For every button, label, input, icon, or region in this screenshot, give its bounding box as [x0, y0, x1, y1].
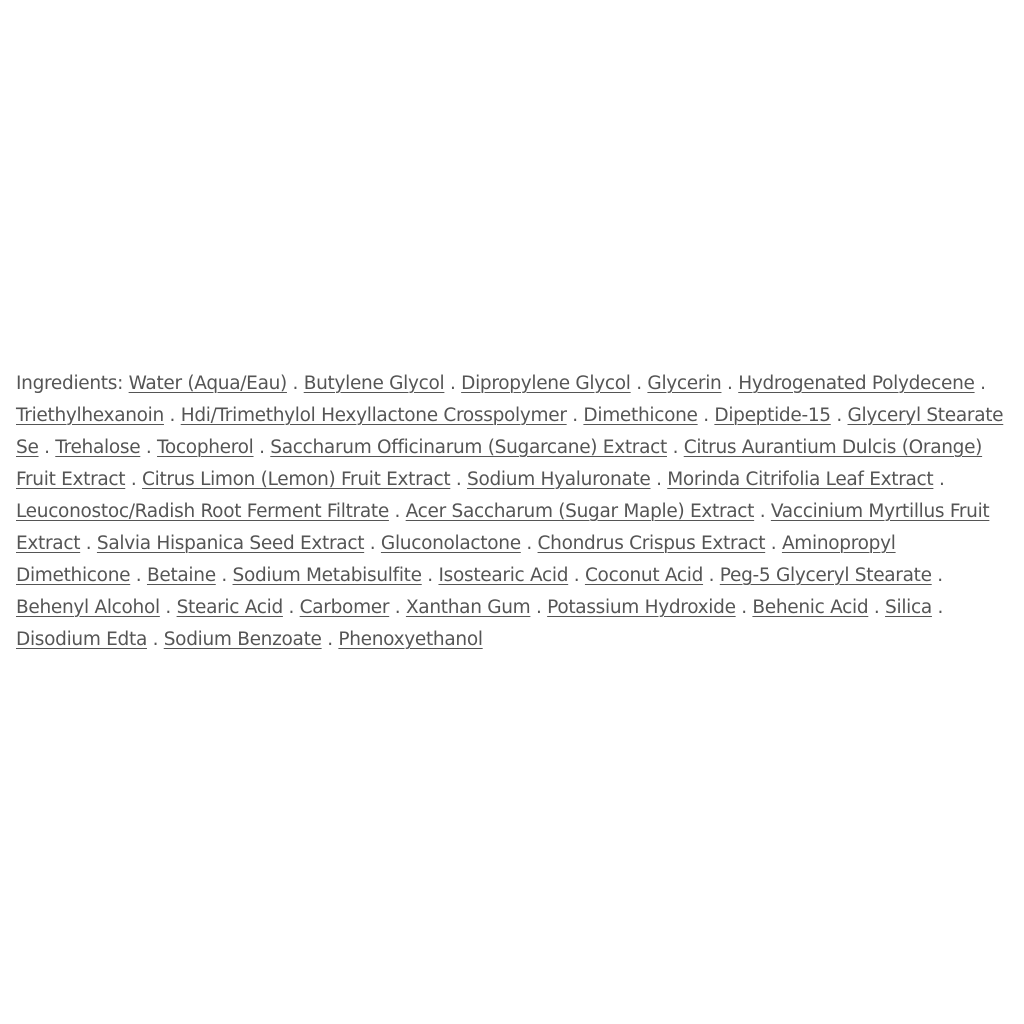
ingredient-link[interactable]: Hdi/Trimethylol Hexyllactone Crosspolymer	[180, 404, 567, 426]
ingredient-separator: .	[253, 436, 271, 458]
ingredient-separator: .	[650, 468, 668, 490]
ingredient-link[interactable]: Citrus Aurantium Dulcis (Orange) Fruit Extract	[16, 436, 983, 490]
ingredient-separator: .	[568, 564, 585, 586]
ingredient-link[interactable]: Butylene Glycol	[303, 372, 445, 394]
ingredient-separator: .	[931, 596, 944, 618]
ingredient-separator: .	[130, 564, 147, 586]
ingredient-link[interactable]: Dimethicone	[583, 404, 698, 426]
ingredients-list	[16, 368, 1014, 656]
ingredient-link[interactable]: Disodium Edta	[16, 628, 147, 650]
ingredient-separator: .	[125, 468, 143, 490]
ingredient-link[interactable]: Dipropylene Glycol	[461, 372, 631, 394]
ingredient-separator: .	[159, 596, 177, 618]
ingredient-link[interactable]: Sodium Hyaluronate	[467, 468, 651, 490]
ingredient-link[interactable]: Vaccinium Myrtillus Fruit Extract	[16, 500, 990, 554]
ingredient-link[interactable]: Glycerin	[647, 372, 722, 394]
ingredient-separator: .	[735, 596, 753, 618]
ingredient-link[interactable]: Acer Saccharum (Sugar Maple) Extract	[405, 500, 755, 522]
ingredient-link[interactable]: Water (Aqua/Eau)	[128, 372, 287, 394]
ingredient-link[interactable]: Morinda Citrifolia Leaf Extract	[667, 468, 934, 490]
ingredients-label: Ingredients:	[16, 372, 124, 394]
ingredient-separator: .	[215, 564, 233, 586]
ingredient-separator: .	[666, 436, 684, 458]
ingredient-link[interactable]: Trehalose	[55, 436, 141, 458]
ingredient-separator: .	[80, 532, 97, 554]
ingredient-separator: .	[530, 596, 548, 618]
ingredient-link[interactable]: Behenyl Alcohol	[16, 596, 160, 618]
ingredient-separator: .	[520, 532, 538, 554]
ingredient-link[interactable]: Sodium Benzoate	[163, 628, 322, 650]
ingredient-separator: .	[444, 372, 462, 394]
ingredient-separator: .	[389, 596, 406, 618]
ingredient-separator: .	[364, 532, 381, 554]
ingredient-separator: .	[286, 372, 304, 394]
ingredient-link[interactable]: Phenoxyethanol	[338, 628, 483, 650]
ingredient-separator: .	[721, 372, 739, 394]
ingredient-link[interactable]: Stearic Acid	[176, 596, 283, 618]
ingredient-link[interactable]: Dipeptide-15	[714, 404, 831, 426]
ingredients-items	[16, 373, 1003, 650]
ingredient-separator: .	[282, 596, 300, 618]
ingredient-link[interactable]: Aminopropyl Dimethicone	[16, 532, 896, 586]
ingredient-link[interactable]: Isostearic Acid	[438, 564, 569, 586]
ingredient-link[interactable]: Salvia Hispanica Seed Extract	[96, 532, 365, 554]
ingredient-link[interactable]: Betaine	[146, 564, 216, 586]
ingredient-link[interactable]: Coconut Acid	[584, 564, 704, 586]
ingredient-link[interactable]: Hydrogenated Polydecene	[738, 372, 975, 394]
ingredient-link[interactable]: Tocopherol	[157, 436, 254, 458]
ingredient-separator: .	[630, 372, 648, 394]
ingredient-separator: .	[388, 500, 406, 522]
ingredient-separator: .	[321, 628, 339, 650]
ingredient-separator: .	[765, 532, 782, 554]
ingredient-link[interactable]: Xanthan Gum	[405, 596, 531, 618]
ingredient-link[interactable]: Leuconostoc/Radish Root Ferment Filtrate	[16, 500, 389, 522]
ingredient-separator: .	[830, 404, 848, 426]
ingredient-separator: .	[931, 564, 943, 586]
ingredient-separator: .	[140, 436, 158, 458]
ingredient-separator: .	[974, 372, 986, 394]
ingredient-link[interactable]: Chondrus Crispus Extract	[537, 532, 766, 554]
ingredient-link[interactable]: Potassium Hydroxide	[547, 596, 736, 618]
ingredient-link[interactable]: Sodium Metabisulfite	[232, 564, 422, 586]
ingredient-link[interactable]: Peg-5 Glyceryl Stearate	[719, 564, 932, 586]
ingredient-link[interactable]: Glyceryl Stearate Se	[16, 404, 1004, 458]
ingredient-separator: .	[38, 436, 56, 458]
ingredient-separator: .	[754, 500, 771, 522]
ingredient-link[interactable]: Citrus Limon (Lemon) Fruit Extract	[142, 468, 451, 490]
ingredient-link[interactable]: Silica	[885, 596, 932, 618]
ingredient-separator: .	[697, 404, 715, 426]
ingredient-link[interactable]: Carbomer	[299, 596, 390, 618]
ingredient-link[interactable]: Behenic Acid	[752, 596, 869, 618]
ingredient-link[interactable]: Triethylhexanoin	[16, 404, 164, 426]
ingredient-separator: .	[566, 404, 584, 426]
ingredient-separator: .	[163, 404, 181, 426]
ingredient-separator: .	[450, 468, 468, 490]
ingredient-separator: .	[868, 596, 886, 618]
ingredient-link[interactable]: Saccharum Officinarum (Sugarcane) Extract	[270, 436, 667, 458]
ingredient-separator: .	[703, 564, 720, 586]
ingredient-link[interactable]: Gluconolactone	[380, 532, 521, 554]
ingredient-separator: .	[146, 628, 164, 650]
ingredient-separator: .	[421, 564, 439, 586]
ingredient-separator: .	[933, 468, 945, 490]
